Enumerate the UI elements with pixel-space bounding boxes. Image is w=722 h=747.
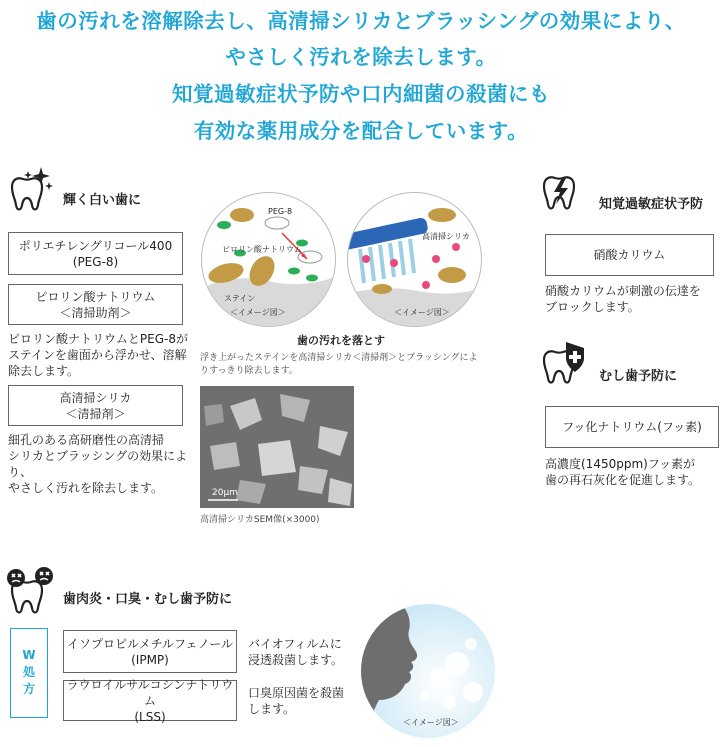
whitening-desc-2-line: 細孔のある高研磨性の高清掃 <box>8 433 165 447</box>
pyrophosphate-role: ＜清掃助剤＞ <box>59 305 132 320</box>
sodium-fluoride-name: フッ化ナトリウム(フッ素) <box>562 420 702 434</box>
peg8-abbr: (PEG-8) <box>72 254 119 269</box>
cavity-title: むし歯予防に <box>599 369 678 384</box>
sensitivity-desc <box>545 283 720 315</box>
headline-line-2: やさしく汚れを除去します。 <box>225 45 497 69</box>
lss-desc-line: 口臭原因菌を殺菌 <box>248 686 345 700</box>
stain-label: ステイン <box>224 294 256 303</box>
peg8-box <box>8 232 183 275</box>
cavity-desc-line: 高濃度(1450ppm)フッ素が <box>545 457 695 471</box>
potassium-nitrate-box <box>545 234 714 276</box>
whitening-title: 輝く白い歯に <box>63 193 142 208</box>
whitening-desc-1-line: 除去します。 <box>8 364 80 378</box>
gum-title: 歯肉炎・口臭・むし歯予防に <box>63 592 233 607</box>
ipmp-box <box>63 630 237 673</box>
whitening-desc-2-line: やさしく汚れを除去します。 <box>8 481 164 495</box>
image-label-1: ＜イメージ図＞ <box>230 308 286 317</box>
badge-char: 方 <box>22 682 35 696</box>
sick-germs-tooth-icon <box>4 566 56 618</box>
sensitivity-desc-line: ブロックします。 <box>545 300 640 314</box>
sparkle-tooth-icon <box>4 165 54 215</box>
badge-char: 処 <box>22 665 35 679</box>
whitening-desc-1-line: ピロリン酸ナトリウムとPEG-8が <box>8 332 188 346</box>
headline-line-4: 有効な薬用成分を配合しています。 <box>193 119 529 143</box>
pyrophosphate-name: ピロリン酸ナトリウム <box>35 289 156 304</box>
lss-desc-line: します。 <box>248 702 296 716</box>
stain-lift-illustration <box>201 192 336 327</box>
headline-line-1: 歯の汚れを溶解除去し、高清掃シリカとブラッシングの効果により、 <box>36 9 686 33</box>
stain-removal-caption-line: りすっきり除去します。 <box>200 366 298 376</box>
whitening-desc-2 <box>8 432 203 496</box>
whitening-desc-2-line: シリカとブラッシングの効果により、 <box>8 449 188 479</box>
pyrophosphate-box <box>8 284 183 325</box>
sem-scale-label: 20μm <box>212 488 238 498</box>
silica-box <box>8 385 183 426</box>
image-label-2: ＜イメージ図＞ <box>394 308 450 317</box>
ipmp-abbr: (IPMP) <box>131 652 169 667</box>
lss-abbr: (LSS) <box>134 709 166 724</box>
ipmp-desc <box>248 636 358 668</box>
whitening-desc-1 <box>8 331 198 379</box>
lss-desc <box>248 685 358 717</box>
breath-illustration <box>361 604 495 738</box>
badge-char: W <box>22 648 36 662</box>
whitening-desc-1-line: ステインを歯面から浮かせ、溶解 <box>8 348 187 362</box>
peg8-name: ポリエチレングリコール400 <box>18 238 173 253</box>
cavity-desc <box>545 456 720 488</box>
lightning-tooth-icon <box>540 172 584 220</box>
silica-sem-image <box>200 386 354 508</box>
peg8-label: PEG-8 <box>268 207 293 216</box>
ipmp-name: イソプロピルメチルフェノール <box>66 636 234 651</box>
silica-label: 高清掃シリカ <box>422 232 470 241</box>
breath-image-label: ＜イメージ図＞ <box>403 718 459 727</box>
potassium-nitrate-name: 硝酸カリウム <box>593 248 666 262</box>
sem-caption: 高清掃シリカSEM像(×3000) <box>200 515 320 525</box>
ipmp-desc-line: 浸透殺菌します。 <box>248 653 344 667</box>
stain-removal-caption-line: 浮き上がったステインを高清掃シリカ＜清掃剤＞とブラッシングによ <box>200 353 478 363</box>
ipmp-desc-line: バイオフィルムに <box>248 637 342 651</box>
sensitivity-desc-line: 硝酸カリウムが刺激の伝達を <box>545 284 701 298</box>
stain-removal-subtitle: 歯の汚れを落とす <box>297 334 385 347</box>
plus-shield-tooth-icon <box>540 340 588 392</box>
lss-name: ラウロイルサルコシンナトリウム <box>66 677 234 708</box>
sensitivity-title: 知覚過敏症状予防 <box>599 197 704 212</box>
stain-removal-caption <box>200 352 500 378</box>
pyrophosphate-label: ピロリン酸ナトリウム <box>222 245 302 254</box>
headline-line-3: 知覚過敏症状予防や口内細菌の殺菌にも <box>172 82 550 106</box>
silica-name: 高清掃シリカ <box>59 390 132 405</box>
w-formula-badge <box>10 628 48 718</box>
lss-box <box>63 677 237 724</box>
silica-role: ＜清掃剤＞ <box>65 406 126 421</box>
cavity-desc-line: 歯の再石灰化を促進します。 <box>545 473 701 487</box>
sodium-fluoride-box <box>545 406 719 448</box>
silica-brushing-illustration <box>347 192 482 327</box>
